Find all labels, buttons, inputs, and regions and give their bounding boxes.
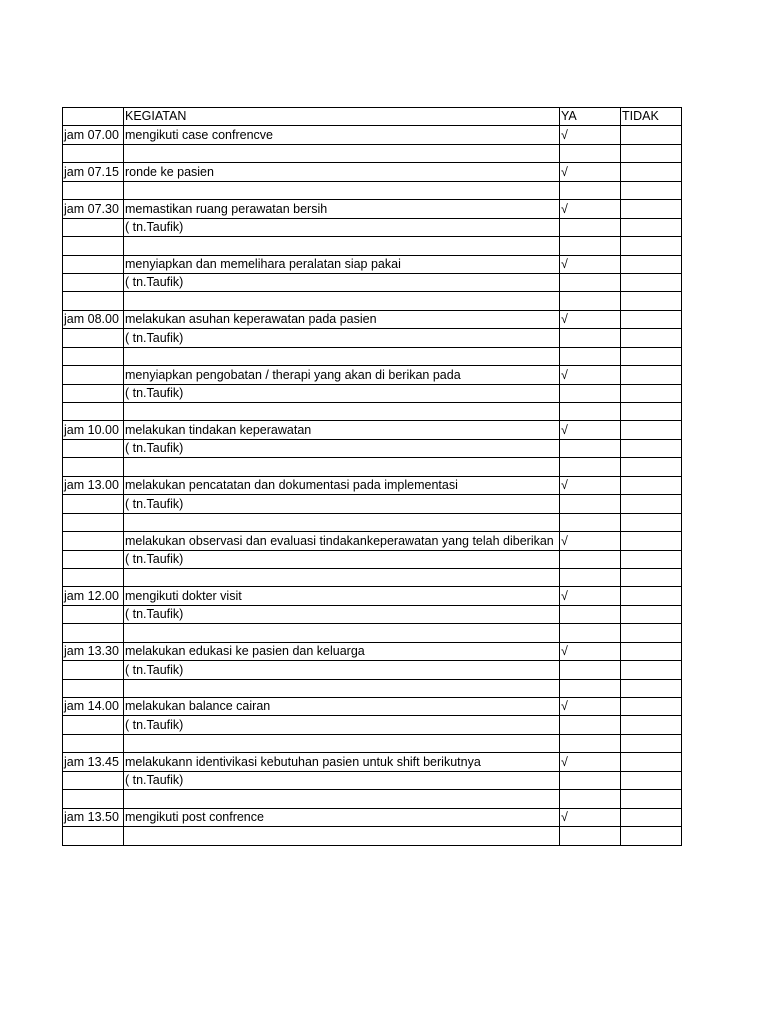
ya-cell[interactable]	[560, 679, 621, 697]
activity-cell[interactable]: ( tn.Taufik)	[124, 273, 560, 291]
activity-cell[interactable]	[124, 568, 560, 586]
table-row	[63, 218, 682, 236]
table-row	[63, 403, 682, 421]
ya-cell[interactable]	[560, 458, 621, 476]
table-row	[63, 790, 682, 808]
ya-cell[interactable]: √	[560, 310, 621, 328]
activity-cell[interactable]	[124, 458, 560, 476]
table-row	[63, 458, 682, 476]
activity-cell[interactable]: ( tn.Taufik)	[124, 218, 560, 236]
table-row	[63, 827, 682, 845]
ya-cell[interactable]: √	[560, 366, 621, 384]
activity-cell[interactable]	[124, 734, 560, 752]
table-row	[63, 734, 682, 752]
tidak-cell[interactable]	[621, 513, 682, 531]
tidak-cell[interactable]	[621, 568, 682, 586]
time-cell[interactable]	[63, 366, 124, 384]
table-row	[63, 273, 682, 291]
table-row	[63, 679, 682, 697]
ya-cell[interactable]: √	[560, 532, 621, 550]
activity-cell[interactable]	[124, 827, 560, 845]
table-row	[63, 642, 682, 660]
ya-cell[interactable]	[560, 661, 621, 679]
time-cell[interactable]	[63, 716, 124, 734]
table-row	[63, 329, 682, 347]
tidak-cell[interactable]	[621, 292, 682, 310]
ya-cell[interactable]	[560, 439, 621, 457]
ya-cell[interactable]	[560, 790, 621, 808]
tidak-cell[interactable]	[621, 181, 682, 199]
activity-cell[interactable]: ( tn.Taufik)	[124, 716, 560, 734]
tidak-cell[interactable]	[621, 716, 682, 734]
table-row	[63, 181, 682, 199]
ya-cell[interactable]	[560, 347, 621, 365]
ya-cell[interactable]	[560, 403, 621, 421]
activity-cell[interactable]: ( tn.Taufik)	[124, 771, 560, 789]
time-cell[interactable]: jam 13.30	[63, 642, 124, 660]
table-row	[63, 605, 682, 623]
tidak-cell[interactable]	[621, 679, 682, 697]
ya-cell[interactable]	[560, 181, 621, 199]
activity-cell[interactable]: mengikuti post confrence	[124, 808, 560, 826]
activity-cell[interactable]	[124, 679, 560, 697]
activity-cell[interactable]: melakukan tindakan keperawatan	[124, 421, 560, 439]
ya-cell[interactable]	[560, 384, 621, 402]
time-cell[interactable]	[63, 403, 124, 421]
time-cell[interactable]	[63, 292, 124, 310]
activity-table	[62, 107, 682, 846]
activity-cell[interactable]: ( tn.Taufik)	[124, 661, 560, 679]
time-cell[interactable]	[63, 550, 124, 568]
table-row	[63, 624, 682, 642]
time-cell[interactable]: jam 13.50	[63, 808, 124, 826]
table-row	[63, 126, 682, 144]
activity-cell[interactable]: melakukan pencatatan dan dokumentasi pada implementasi	[124, 476, 560, 494]
table-row	[63, 200, 682, 218]
activity-cell[interactable]: menyiapkan pengobatan / therapi yang akan di berikan pada	[124, 366, 560, 384]
tidak-cell[interactable]	[621, 550, 682, 568]
time-cell[interactable]	[63, 144, 124, 162]
tidak-cell[interactable]	[621, 605, 682, 623]
activity-cell[interactable]: ( tn.Taufik)	[124, 384, 560, 402]
tidak-cell[interactable]	[621, 403, 682, 421]
ya-cell[interactable]: √	[560, 421, 621, 439]
ya-cell[interactable]	[560, 716, 621, 734]
activity-cell[interactable]: melakukan edukasi ke pasien dan keluarga	[124, 642, 560, 660]
table-row	[63, 292, 682, 310]
table-row	[63, 550, 682, 568]
activity-table-body	[63, 108, 682, 846]
tidak-cell[interactable]	[621, 753, 682, 771]
header-ya-cell[interactable]: YA	[560, 108, 621, 126]
activity-cell[interactable]	[124, 144, 560, 162]
ya-cell[interactable]	[560, 568, 621, 586]
table-row	[63, 421, 682, 439]
time-cell[interactable]	[63, 605, 124, 623]
ya-cell[interactable]: √	[560, 642, 621, 660]
tidak-cell[interactable]	[621, 421, 682, 439]
tidak-cell[interactable]	[621, 624, 682, 642]
tidak-cell[interactable]	[621, 439, 682, 457]
time-cell[interactable]	[63, 532, 124, 550]
activity-cell[interactable]: menyiapkan dan memelihara peralatan siap pakai	[124, 255, 560, 273]
time-cell[interactable]	[63, 458, 124, 476]
time-cell[interactable]	[63, 771, 124, 789]
tidak-cell[interactable]	[621, 698, 682, 716]
ya-cell[interactable]: √	[560, 255, 621, 273]
time-cell[interactable]	[63, 218, 124, 236]
ya-cell[interactable]: √	[560, 126, 621, 144]
ya-cell[interactable]	[560, 292, 621, 310]
activity-cell[interactable]	[124, 292, 560, 310]
header-time-cell[interactable]	[63, 108, 124, 126]
table-row	[63, 661, 682, 679]
time-cell[interactable]: jam 07.30	[63, 200, 124, 218]
activity-cell[interactable]	[124, 237, 560, 255]
time-cell[interactable]	[63, 679, 124, 697]
time-cell[interactable]	[63, 384, 124, 402]
time-cell[interactable]: jam 08.00	[63, 310, 124, 328]
time-cell[interactable]	[63, 624, 124, 642]
header-tidak-cell[interactable]: TIDAK	[621, 108, 682, 126]
ya-cell[interactable]	[560, 605, 621, 623]
tidak-cell[interactable]	[621, 329, 682, 347]
time-cell[interactable]	[63, 237, 124, 255]
activity-cell[interactable]: mengikuti case confrencve	[124, 126, 560, 144]
activity-cell[interactable]: ( tn.Taufik)	[124, 495, 560, 513]
time-cell[interactable]	[63, 181, 124, 199]
table-row	[63, 347, 682, 365]
ya-cell[interactable]: √	[560, 698, 621, 716]
activity-cell[interactable]	[124, 403, 560, 421]
activity-cell[interactable]: ( tn.Taufik)	[124, 550, 560, 568]
table-row	[63, 753, 682, 771]
time-cell[interactable]	[63, 661, 124, 679]
tidak-cell[interactable]	[621, 790, 682, 808]
ya-cell[interactable]	[560, 624, 621, 642]
ya-cell[interactable]	[560, 218, 621, 236]
activity-cell[interactable]	[124, 513, 560, 531]
ya-cell[interactable]: √	[560, 808, 621, 826]
ya-cell[interactable]	[560, 771, 621, 789]
table-row	[63, 163, 682, 181]
table-row	[63, 808, 682, 826]
table-row	[63, 237, 682, 255]
tidak-cell[interactable]	[621, 495, 682, 513]
tidak-cell[interactable]	[621, 237, 682, 255]
tidak-cell[interactable]	[621, 310, 682, 328]
tidak-cell[interactable]	[621, 200, 682, 218]
table-row	[63, 568, 682, 586]
ya-cell[interactable]	[560, 734, 621, 752]
table-row	[63, 439, 682, 457]
activity-cell[interactable]: ( tn.Taufik)	[124, 439, 560, 457]
ya-cell[interactable]	[560, 550, 621, 568]
activity-cell[interactable]: ( tn.Taufik)	[124, 605, 560, 623]
tidak-cell[interactable]	[621, 218, 682, 236]
activity-cell[interactable]	[124, 347, 560, 365]
activity-cell[interactable]	[124, 181, 560, 199]
tidak-cell[interactable]	[621, 347, 682, 365]
ya-cell[interactable]: √	[560, 476, 621, 494]
time-cell[interactable]	[63, 827, 124, 845]
table-row	[63, 384, 682, 402]
tidak-cell[interactable]	[621, 163, 682, 181]
tidak-cell[interactable]	[621, 808, 682, 826]
time-cell[interactable]	[63, 790, 124, 808]
header-row	[63, 108, 682, 126]
activity-cell[interactable]: melakukan balance cairan	[124, 698, 560, 716]
time-cell[interactable]: jam 12.00	[63, 587, 124, 605]
ya-cell[interactable]	[560, 144, 621, 162]
tidak-cell[interactable]	[621, 255, 682, 273]
time-cell[interactable]	[63, 273, 124, 291]
time-cell[interactable]	[63, 347, 124, 365]
table-row	[63, 255, 682, 273]
tidak-cell[interactable]	[621, 734, 682, 752]
ya-cell[interactable]	[560, 273, 621, 291]
tidak-cell[interactable]	[621, 827, 682, 845]
table-row	[63, 476, 682, 494]
time-cell[interactable]	[63, 255, 124, 273]
table-row	[63, 495, 682, 513]
tidak-cell[interactable]	[621, 126, 682, 144]
activity-cell[interactable]: memastikan ruang perawatan bersih	[124, 200, 560, 218]
table-row	[63, 144, 682, 162]
ya-cell[interactable]: √	[560, 587, 621, 605]
ya-cell[interactable]	[560, 513, 621, 531]
header-kegiatan-cell[interactable]: KEGIATAN	[124, 108, 560, 126]
tidak-cell[interactable]	[621, 642, 682, 660]
table-row	[63, 513, 682, 531]
activity-cell[interactable]: melakukan observasi dan evaluasi tindakankeperawatan yang telah diberikan	[124, 532, 560, 550]
activity-cell[interactable]: melakukan asuhan keperawatan pada pasien	[124, 310, 560, 328]
time-cell[interactable]: jam 14.00	[63, 698, 124, 716]
activity-cell[interactable]: ( tn.Taufik)	[124, 329, 560, 347]
ya-cell[interactable]: √	[560, 163, 621, 181]
tidak-cell[interactable]	[621, 458, 682, 476]
activity-cell[interactable]	[124, 790, 560, 808]
activity-cell[interactable]: melakukann identivikasi kebutuhan pasien untuk shift berikutnya	[124, 753, 560, 771]
activity-cell[interactable]: mengikuti dokter visit	[124, 587, 560, 605]
tidak-cell[interactable]	[621, 587, 682, 605]
table-row	[63, 310, 682, 328]
time-cell[interactable]	[63, 439, 124, 457]
table-row	[63, 698, 682, 716]
ya-cell[interactable]: √	[560, 200, 621, 218]
ya-cell[interactable]	[560, 495, 621, 513]
time-cell[interactable]	[63, 329, 124, 347]
table-row	[63, 771, 682, 789]
time-cell[interactable]	[63, 513, 124, 531]
table-row	[63, 587, 682, 605]
time-cell[interactable]: jam 13.45	[63, 753, 124, 771]
tidak-cell[interactable]	[621, 384, 682, 402]
table-row	[63, 716, 682, 734]
activity-cell[interactable]	[124, 624, 560, 642]
activity-cell[interactable]: ronde ke pasien	[124, 163, 560, 181]
time-cell[interactable]: jam 10.00	[63, 421, 124, 439]
table-row	[63, 532, 682, 550]
time-cell[interactable]	[63, 568, 124, 586]
time-cell[interactable]	[63, 734, 124, 752]
time-cell[interactable]: jam 07.15	[63, 163, 124, 181]
tidak-cell[interactable]	[621, 661, 682, 679]
ya-cell[interactable]	[560, 827, 621, 845]
tidak-cell[interactable]	[621, 771, 682, 789]
tidak-cell[interactable]	[621, 532, 682, 550]
time-cell[interactable]	[63, 495, 124, 513]
table-row	[63, 366, 682, 384]
ya-cell[interactable]	[560, 237, 621, 255]
tidak-cell[interactable]	[621, 366, 682, 384]
tidak-cell[interactable]	[621, 476, 682, 494]
ya-cell[interactable]: √	[560, 753, 621, 771]
time-cell[interactable]: jam 13.00	[63, 476, 124, 494]
tidak-cell[interactable]	[621, 273, 682, 291]
time-cell[interactable]: jam 07.00	[63, 126, 124, 144]
tidak-cell[interactable]	[621, 144, 682, 162]
ya-cell[interactable]	[560, 329, 621, 347]
